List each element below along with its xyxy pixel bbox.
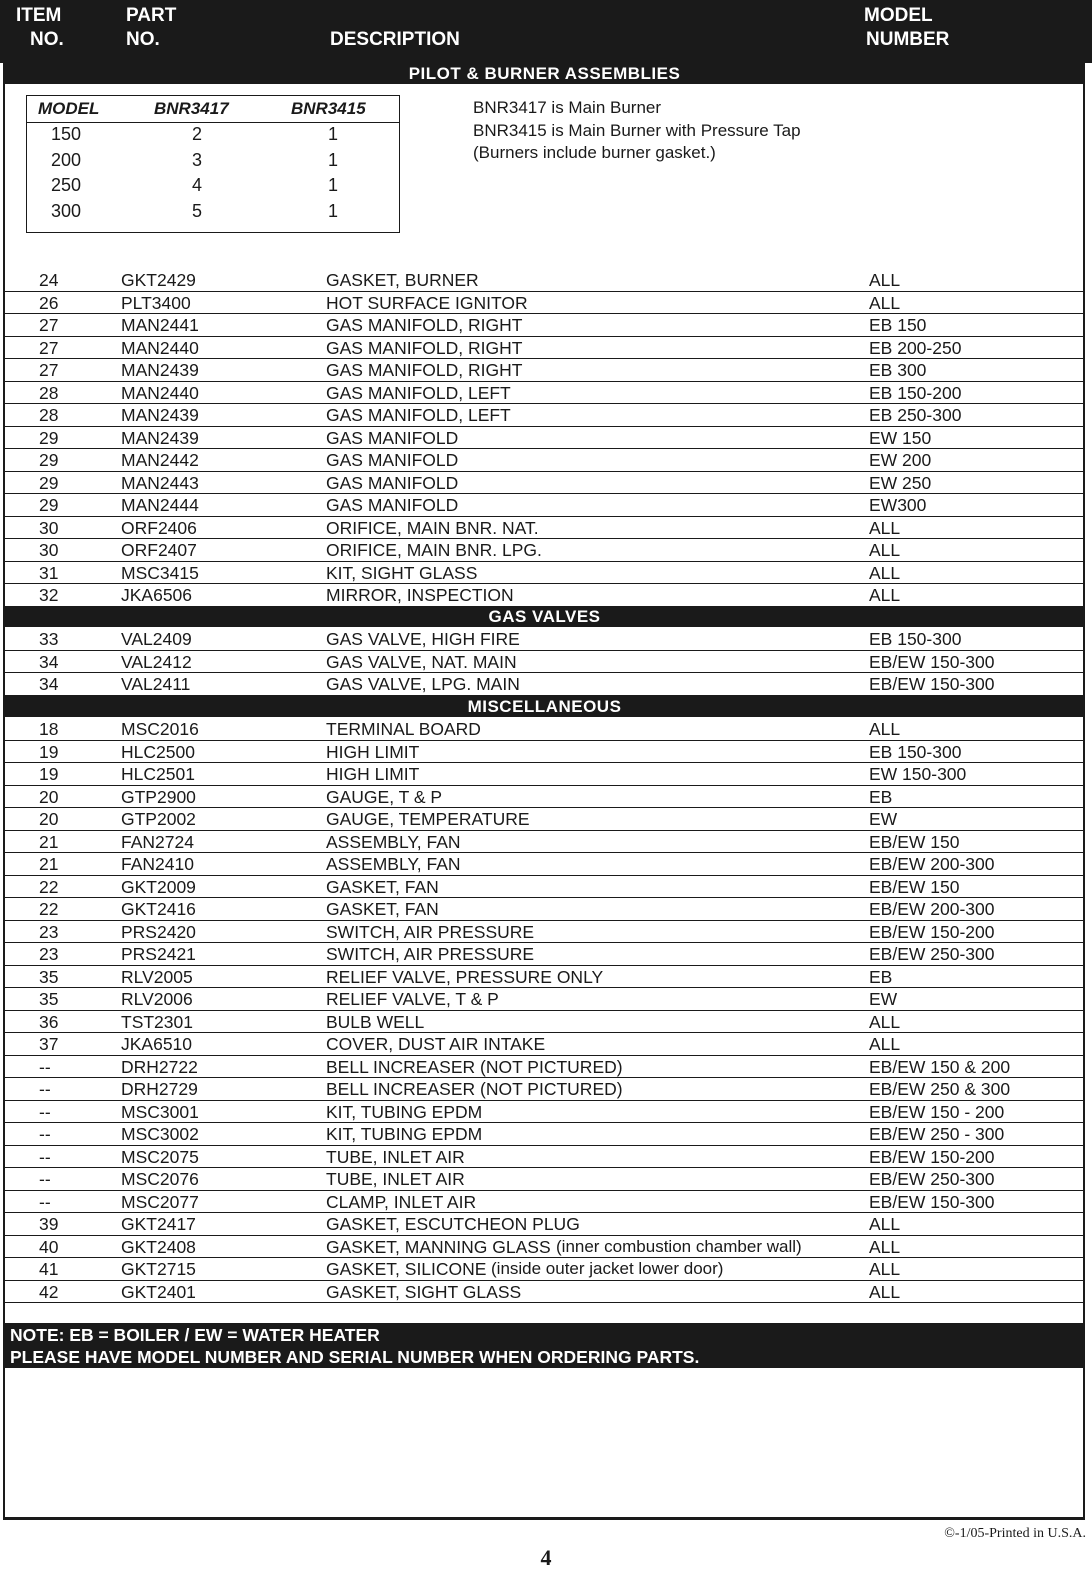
item-number: 20 (39, 786, 59, 807)
item-number: -- (39, 1169, 51, 1189)
model-table-model: 300 (51, 200, 82, 221)
parts-row (5, 628, 1084, 651)
part-number: MSC2076 (121, 1169, 199, 1189)
part-number: FAN2410 (121, 854, 194, 874)
part-description: GAS MANIFOLD (326, 472, 459, 493)
model-table-bnr3417-qty: 5 (192, 200, 203, 221)
model-table-header-bnr3415: BNR3415 (291, 99, 366, 118)
burner-model-table (26, 95, 400, 233)
part-description: GAS MANIFOLD, LEFT (326, 382, 511, 403)
item-number: 28 (39, 382, 59, 403)
parts-row (5, 449, 1084, 472)
part-description: GAS MANIFOLD (326, 450, 459, 470)
part-number: JKA6506 (121, 585, 193, 605)
model-number: ALL (869, 270, 901, 290)
parts-row (5, 966, 1084, 989)
part-description: ORIFICE, MAIN BNR. NAT. (326, 517, 539, 538)
item-number: 24 (39, 270, 59, 290)
part-number: ORF2407 (121, 540, 197, 560)
part-description: SWITCH, AIR PRESSURE (326, 944, 535, 964)
burner-note-line: (Burners include burner gasket.) (473, 143, 716, 162)
item-number: 22 (39, 899, 59, 919)
model-number: ALL (869, 585, 901, 605)
gas-valve-parts-list (5, 628, 1084, 696)
part-number: MSC2075 (121, 1146, 199, 1167)
parts-row (5, 404, 1084, 427)
model-number: ALL (869, 719, 901, 739)
header-item-line2: NO. (30, 29, 64, 50)
misc-parts-list (5, 718, 1084, 1303)
model-number: ALL (869, 540, 901, 560)
part-number: HLC2501 (121, 764, 195, 784)
item-number: 19 (39, 741, 59, 762)
part-number: PRS2420 (121, 921, 196, 942)
part-number: GKT2429 (121, 270, 196, 290)
model-number: EB (869, 786, 893, 807)
part-description: GASKET, FAN (326, 876, 439, 897)
parts-row (5, 1146, 1084, 1169)
model-number: ALL (869, 1259, 901, 1279)
part-description: GASKET, SIGHT GLASS (326, 1281, 522, 1302)
model-number: EB 200-250 (869, 337, 962, 358)
part-description: RELIEF VALVE, PRESSURE ONLY (326, 966, 604, 987)
header-model-line2: NUMBER (866, 29, 950, 50)
model-table-model: 200 (51, 149, 82, 170)
part-description: GAUGE, TEMPERATURE (326, 809, 530, 829)
parts-row (5, 1033, 1084, 1056)
part-description: GAS MANIFOLD, RIGHT (326, 315, 523, 335)
part-number: MSC3415 (121, 562, 199, 583)
part-number: HLC2500 (121, 741, 195, 762)
part-number: GTP2002 (121, 809, 196, 829)
note-line-1: NOTE: EB = BOILER / EW = WATER HEATER (10, 1325, 380, 1345)
item-number: 23 (39, 944, 59, 964)
header-description: DESCRIPTION (330, 29, 460, 50)
model-table-bnr3415-qty: 1 (328, 124, 339, 144)
item-number: 21 (39, 831, 59, 852)
part-description: GAS VALVE, HIGH FIRE (326, 629, 520, 649)
part-number: MAN2439 (121, 360, 199, 380)
part-number: GKT2416 (121, 899, 196, 919)
part-description-note: (inside outer jacket lower door) (491, 1259, 724, 1278)
item-number: 39 (39, 1214, 59, 1234)
model-table-model: 250 (51, 175, 82, 195)
part-description: GAUGE, T & P (326, 786, 443, 807)
model-number: EB 150-200 (869, 382, 962, 403)
parts-row (5, 943, 1084, 966)
parts-row (5, 1191, 1084, 1214)
part-number: GKT2009 (121, 876, 196, 897)
part-description: KIT, TUBING EPDM (326, 1101, 483, 1122)
part-description: COVER, DUST AIR INTAKE (326, 1034, 546, 1054)
part-number: MSC3001 (121, 1101, 199, 1122)
model-number: EB/EW 150 - 200 (869, 1101, 1005, 1122)
item-number: -- (39, 1146, 51, 1167)
part-description: KIT, TUBING EPDM (326, 1124, 483, 1144)
part-description: ORIFICE, MAIN BNR. LPG. (326, 540, 542, 560)
model-table-row (27, 122, 399, 147)
model-number: EB/EW 200-300 (869, 854, 995, 874)
parts-row (5, 673, 1084, 696)
part-number: MSC2016 (121, 719, 199, 739)
item-number: 36 (39, 1011, 59, 1032)
part-description: KIT, SIGHT GLASS (326, 562, 478, 583)
model-number: EB/EW 200-300 (869, 899, 995, 919)
part-number: VAL2412 (121, 651, 192, 672)
model-table-header-bnr3417: BNR3417 (154, 99, 229, 118)
part-description: GAS MANIFOLD, LEFT (326, 405, 511, 425)
model-number: EB/EW 150-300 (869, 1191, 995, 1212)
part-number: MAN2444 (121, 495, 199, 515)
parts-row (5, 718, 1084, 741)
model-number: EB/EW 150 (869, 831, 960, 852)
item-number: 35 (39, 989, 59, 1009)
part-description: HIGH LIMIT (326, 741, 420, 762)
part-description: GAS MANIFOLD, RIGHT (326, 337, 523, 358)
model-number: ALL (869, 1281, 901, 1302)
parts-row (5, 786, 1084, 809)
model-number: EW (869, 809, 898, 829)
item-number: 29 (39, 495, 59, 515)
burner-note-line: BNR3415 is Main Burner with Pressure Tap (473, 120, 801, 140)
part-number: DRH2729 (121, 1079, 198, 1099)
part-number: PLT3400 (121, 292, 191, 313)
item-number: 34 (39, 651, 59, 672)
part-description: ASSEMBLY, FAN (326, 831, 461, 852)
parts-row (5, 831, 1084, 854)
part-description: BELL INCREASER (NOT PICTURED) (326, 1079, 623, 1099)
part-description: GAS VALVE, NAT. MAIN (326, 651, 517, 672)
part-number: VAL2411 (121, 674, 191, 694)
parts-row (5, 337, 1084, 360)
part-description: CLAMP, INLET AIR (326, 1191, 477, 1212)
parts-row (5, 562, 1084, 585)
item-number: 29 (39, 427, 59, 448)
parts-row (5, 1281, 1084, 1304)
parts-row (5, 1011, 1084, 1034)
part-description: GASKET, SILICONE (326, 1259, 487, 1279)
part-number: GKT2715 (121, 1259, 196, 1279)
parts-row (5, 1236, 1084, 1259)
part-number: MAN2443 (121, 472, 199, 493)
model-number: EB/EW 150-300 (869, 651, 995, 672)
model-number: EB 300 (869, 360, 927, 380)
part-number: ORF2406 (121, 517, 197, 538)
header-part-line1: PART (126, 5, 177, 26)
part-number: GKT2417 (121, 1214, 196, 1234)
item-number: -- (39, 1191, 51, 1212)
model-number: EW 150-300 (869, 764, 967, 784)
part-number: FAN2724 (121, 831, 194, 852)
model-table-bnr3417-qty: 4 (192, 175, 203, 195)
part-description: HIGH LIMIT (326, 764, 420, 784)
item-number: 31 (39, 562, 59, 583)
parts-row (5, 1258, 1084, 1281)
part-description: SWITCH, AIR PRESSURE (326, 921, 535, 942)
part-number: PRS2421 (121, 944, 196, 964)
item-number: 22 (39, 876, 59, 897)
parts-row (5, 314, 1084, 337)
parts-row (5, 427, 1084, 450)
part-number: RLV2005 (121, 966, 193, 987)
model-table-bnr3415-qty: 1 (328, 200, 339, 221)
part-description: RELIEF VALVE, T & P (326, 989, 499, 1009)
item-number: -- (39, 1124, 51, 1144)
parts-row (5, 382, 1084, 405)
section-miscellaneous: MISCELLANEOUS (5, 696, 1084, 717)
part-description: GAS VALVE, LPG. MAIN (326, 674, 520, 694)
parts-row (5, 1213, 1084, 1236)
item-number: 40 (39, 1236, 59, 1257)
part-number: RLV2006 (121, 989, 193, 1009)
part-number: MAN2440 (121, 337, 199, 358)
item-number: 29 (39, 472, 59, 493)
part-description: GASKET, MANNING GLASS (326, 1236, 551, 1257)
part-number: MSC3002 (121, 1124, 199, 1144)
burner-notes (473, 97, 801, 165)
item-number: 30 (39, 540, 59, 560)
part-description: TERMINAL BOARD (326, 719, 481, 739)
item-number: 28 (39, 405, 59, 425)
part-description: GAS MANIFOLD (326, 427, 459, 448)
item-number: 32 (39, 585, 59, 605)
part-number: MAN2439 (121, 427, 199, 448)
part-description: BELL INCREASER (NOT PICTURED) (326, 1056, 623, 1077)
model-number: EB/EW 250-300 (869, 1169, 995, 1189)
item-number: 29 (39, 450, 59, 470)
item-number: -- (39, 1079, 51, 1099)
model-number: ALL (869, 562, 901, 583)
parts-row (5, 876, 1084, 899)
model-number: EB/EW 250-300 (869, 944, 995, 964)
item-number: 18 (39, 719, 59, 739)
parts-row (5, 988, 1084, 1011)
part-description: GASKET, BURNER (326, 270, 479, 290)
header-model-line1: MODEL (864, 5, 933, 26)
model-number: ALL (869, 1214, 901, 1234)
item-number: 20 (39, 809, 59, 829)
parts-row (5, 539, 1084, 562)
parts-row (5, 359, 1084, 382)
model-number: EW 150 (869, 427, 932, 448)
parts-row (5, 741, 1084, 764)
part-number: JKA6510 (121, 1034, 193, 1054)
part-number: MAN2442 (121, 450, 199, 470)
item-number: 33 (39, 629, 59, 649)
column-header-bar (0, 0, 1092, 63)
model-table-bnr3417-qty: 2 (192, 124, 203, 144)
part-number: MAN2439 (121, 405, 199, 425)
model-table-row (27, 148, 399, 173)
model-number: EB 150-300 (869, 629, 962, 649)
model-number: EB/EW 150 (869, 876, 960, 897)
model-table-bnr3417-qty: 3 (192, 149, 203, 170)
model-number: EB/EW 250 - 300 (869, 1124, 1005, 1144)
model-table-model: 150 (51, 124, 82, 144)
model-number: ALL (869, 1011, 901, 1032)
burner-note-line: BNR3417 is Main Burner (473, 98, 662, 117)
part-number: GKT2408 (121, 1236, 196, 1257)
parts-row (5, 763, 1084, 786)
model-number: ALL (869, 1034, 901, 1054)
parts-row (5, 1168, 1084, 1191)
part-number: DRH2722 (121, 1056, 198, 1077)
item-number: 23 (39, 921, 59, 942)
ordering-note (5, 1323, 1084, 1368)
model-number: EB/EW 250 & 300 (869, 1079, 1011, 1099)
item-number: 21 (39, 854, 59, 874)
parts-row (5, 898, 1084, 921)
model-number: EW 200 (869, 450, 932, 470)
model-number: EB/EW 150-300 (869, 674, 995, 694)
section-pilot-burner: PILOT & BURNER ASSEMBLIES (5, 63, 1084, 84)
parts-row (5, 808, 1084, 831)
model-table-row (27, 199, 399, 224)
item-number: 37 (39, 1034, 59, 1054)
model-table-row (27, 173, 399, 198)
copyright-notice: ©-1/05-Printed in U.S.A. (944, 1526, 1086, 1541)
model-number: ALL (869, 517, 901, 538)
model-number: EW (869, 989, 898, 1009)
model-number: EB 150-300 (869, 741, 962, 762)
part-description-note: (inner combustion chamber wall) (556, 1236, 802, 1256)
parts-row (5, 1056, 1084, 1079)
item-number: 41 (39, 1259, 59, 1279)
part-description: GASKET, FAN (326, 899, 439, 919)
part-number: GTP2900 (121, 786, 196, 807)
parts-row (5, 921, 1084, 944)
page-number: 4 (540, 1545, 552, 1570)
item-number: 34 (39, 674, 59, 694)
model-number: ALL (869, 292, 901, 313)
part-description: TUBE, INLET AIR (326, 1169, 465, 1189)
model-number: EB 150 (869, 315, 927, 335)
part-number: TST2301 (121, 1011, 193, 1032)
parts-row (5, 1123, 1084, 1146)
item-number: 35 (39, 966, 59, 987)
item-number: -- (39, 1101, 51, 1122)
part-description: GAS MANIFOLD (326, 495, 459, 515)
part-number: MAN2440 (121, 382, 199, 403)
item-number: 19 (39, 764, 59, 784)
model-number: EB/EW 150 & 200 (869, 1056, 1011, 1077)
part-description: MIRROR, INSPECTION (326, 585, 514, 605)
note-line-2: PLEASE HAVE MODEL NUMBER AND SERIAL NUMBER WHEN ORDERING PARTS. (10, 1347, 700, 1367)
pilot-parts-list (5, 269, 1084, 607)
parts-row (5, 517, 1084, 540)
item-number: 27 (39, 360, 59, 380)
part-number: MSC2077 (121, 1191, 199, 1212)
parts-row (5, 269, 1084, 292)
model-number: EB (869, 966, 893, 987)
part-description: ASSEMBLY, FAN (326, 854, 461, 874)
model-table-header (27, 96, 399, 123)
part-description: HOT SURFACE IGNITOR (326, 292, 528, 313)
item-number: 27 (39, 337, 59, 358)
part-description: GASKET, ESCUTCHEON PLUG (326, 1214, 580, 1234)
parts-row (5, 472, 1084, 495)
header-item-line1: ITEM (16, 5, 62, 26)
part-number: GKT2401 (121, 1281, 196, 1302)
model-table-bnr3415-qty: 1 (328, 149, 339, 170)
parts-row (5, 1078, 1084, 1101)
model-number: EW300 (869, 495, 927, 515)
part-description: GAS MANIFOLD, RIGHT (326, 360, 523, 380)
parts-row (5, 584, 1084, 607)
part-description: BULB WELL (326, 1011, 425, 1032)
item-number: 42 (39, 1281, 59, 1302)
item-number: 27 (39, 315, 59, 335)
section-gas-valves: GAS VALVES (5, 606, 1084, 627)
model-table-bnr3415-qty: 1 (328, 175, 339, 195)
item-number: 26 (39, 292, 59, 313)
part-number: VAL2409 (121, 629, 192, 649)
item-number: -- (39, 1056, 51, 1077)
parts-row (5, 292, 1084, 315)
model-table-header-model: MODEL (38, 99, 100, 118)
parts-row (5, 651, 1084, 674)
model-number: EW 250 (869, 472, 932, 493)
part-number: MAN2441 (121, 315, 199, 335)
model-number: ALL (869, 1236, 901, 1257)
model-number: EB/EW 150-200 (869, 1146, 995, 1167)
parts-row (5, 1101, 1084, 1124)
model-number: EB 250-300 (869, 405, 962, 425)
part-description: TUBE, INLET AIR (326, 1146, 465, 1167)
header-part-line2: NO. (126, 29, 160, 50)
parts-row (5, 853, 1084, 876)
item-number: 30 (39, 517, 59, 538)
model-number: EB/EW 150-200 (869, 921, 995, 942)
parts-row (5, 494, 1084, 517)
